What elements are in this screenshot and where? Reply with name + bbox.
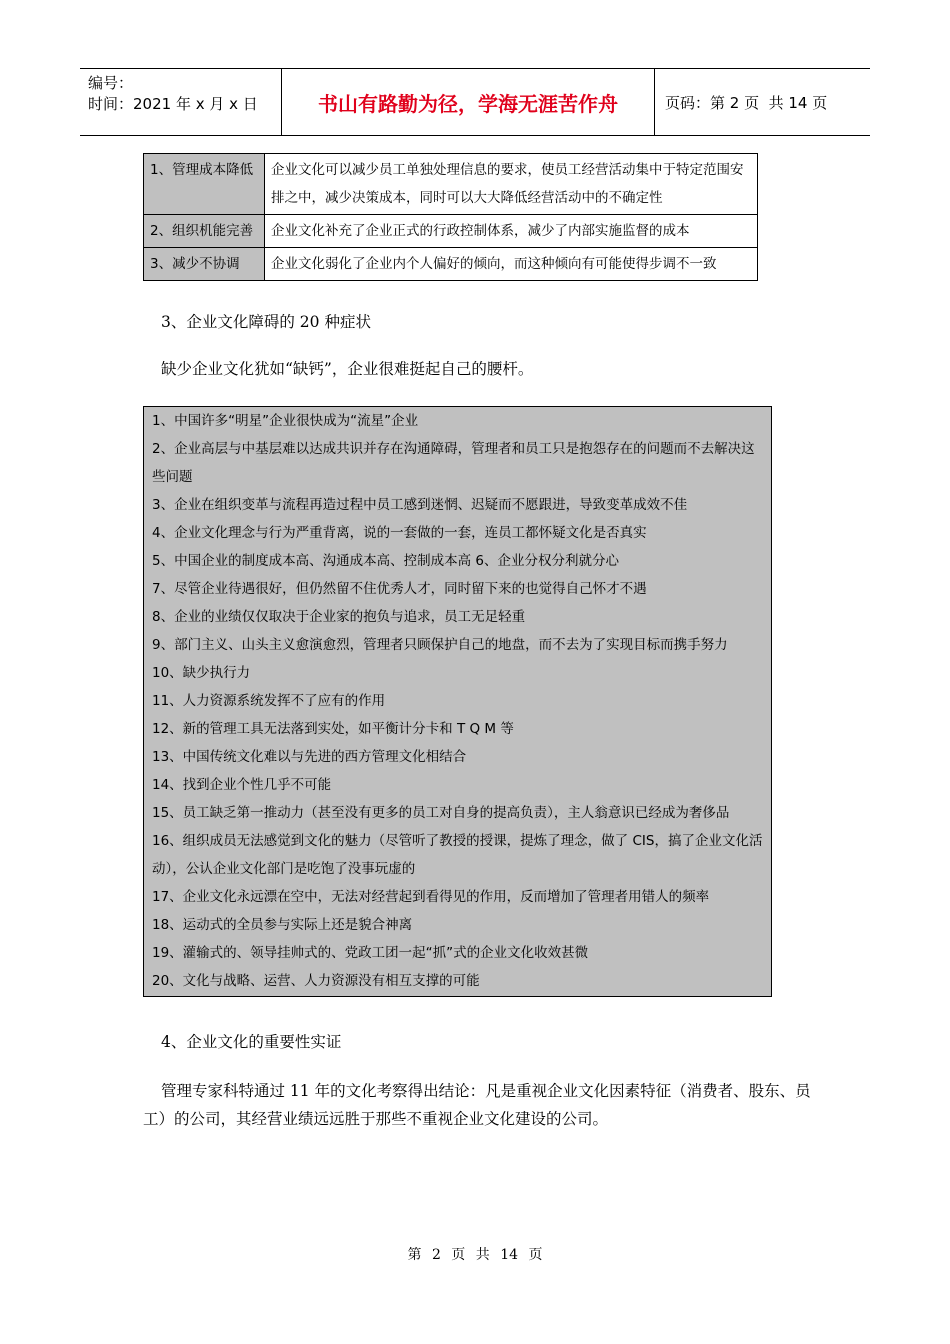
list-item: 13、中国传统文化难以与先进的西方管理文化相结合 (152, 749, 467, 765)
list-item: 18、运动式的全员参与实际上还是貌合神离 (152, 917, 413, 933)
page-info-text: 页码：第 2 页 共 14 页 (665, 93, 828, 112)
list-item: 8、企业的业绩仅仅取决于企业家的抱负与追求，员工无足轻重 (152, 609, 526, 625)
header-motto: 书山有路勤为径，学海无涯苦作舟 (282, 69, 655, 135)
list-item: 7、尽管企业待遇很好，但仍然留不住优秀人才，同时留下来的也觉得自己怀才不遇 (152, 581, 647, 597)
list-item: 15、员工缺乏第一推动力（甚至没有更多的员工对自身的提高负责），主人翁意识已经成为奢侈品 (152, 805, 730, 821)
list-item: 1、中国许多“明星”企业很快成为“流星”企业 (152, 413, 419, 429)
list-item: 19、灌输式的、领导挂帅式的、党政工团一起“抓”式的企业文化收效甚微 (152, 945, 589, 961)
list-item: 14、找到企业个性几乎不可能 (152, 777, 332, 793)
page-header (80, 68, 870, 136)
table-row (144, 154, 758, 215)
symptoms-box (143, 406, 772, 997)
section3-title: 3、企业文化障碍的 20 种症状 (161, 313, 371, 331)
table-cell-item: 3、减少不协调 (144, 248, 265, 281)
list-item: 20、文化与战略、运营、人力资源没有相互支撑的可能 (152, 973, 480, 989)
table-cell-desc: 企业文化补充了企业正式的行政控制体系，减少了内部实施监督的成本 (265, 215, 758, 248)
list-item: 9、部门主义、山头主义愈演愈烈，管理者只顾保护自己的地盘，而不去为了实现目标而携手努力 (152, 637, 728, 653)
list-item: 12、新的管理工具无法落到实处，如平衡计分卡和 T Q M 等 (152, 721, 514, 737)
symptoms-list (144, 407, 771, 995)
list-item: 11、人力资源系统发挥不了应有的作用 (152, 693, 386, 709)
list-item: 4、企业文化理念与行为严重背离，说的一套做的一套，连员工都怀疑文化是否真实 (152, 525, 647, 541)
number-label: 编号： (88, 74, 134, 92)
list-item: 2、企业高层与中基层难以达成共识并存在沟通障碍，管理者和员工只是抱怨存在的问题而不去解决这些问题 (152, 441, 755, 485)
table-cell-desc: 企业文化可以减少员工单独处理信息的要求，使员工经营活动集中于特定范围安排之中，减少决策成本，同时可以大大降低经营活动中的不确定性 (265, 154, 758, 215)
table-cell-desc: 企业文化弱化了企业内个人偏好的倾向，而这种倾向有可能使得步调不一致 (265, 248, 758, 281)
table-cell-item: 2、组织机能完善 (144, 215, 265, 248)
list-item: 17、企业文化永远漂在空中，无法对经营起到看得见的作用，反而增加了管理者用错人的频率 (152, 889, 710, 905)
list-item: 16、组织成员无法感觉到文化的魅力（尽管听了教授的授课，提炼了理念，做了 CIS，搞了企业文化活动），公认企业文化部门是吃饱了没事玩虚的 (152, 833, 763, 877)
date-label: 时间：2021 年 x 月 x 日 (88, 95, 258, 113)
header-meta (80, 69, 282, 135)
list-item: 10、缺少执行力 (152, 665, 251, 681)
list-item: 3、企业在组织变革与流程再造过程中员工感到迷惘、迟疑而不愿跟进，导致变革成效不佳 (152, 497, 688, 513)
page-footer: 第 2 页 共 14 页 (407, 1247, 543, 1263)
section4-body: 管理专家科特通过 11 年的文化考察得出结论：凡是重视企业文化因素特征（消费者、股东、员工）的公司，其经营业绩远远胜于那些不重视企业文化建设的公司。 (143, 1082, 811, 1128)
section4-title: 4、企业文化的重要性实证 (161, 1033, 342, 1051)
table-cell-item: 1、管理成本降低 (144, 154, 265, 215)
table-row (144, 248, 758, 281)
header-page-info (655, 69, 870, 135)
benefits-table (143, 153, 758, 281)
list-item: 5、中国企业的制度成本高、沟通成本高、控制成本高 6、企业分权分利就分心 (152, 553, 619, 569)
section3-intro: 缺少企业文化犹如“缺钙”，企业很难挺起自己的腰杆。 (161, 360, 534, 378)
table-row (144, 215, 758, 248)
